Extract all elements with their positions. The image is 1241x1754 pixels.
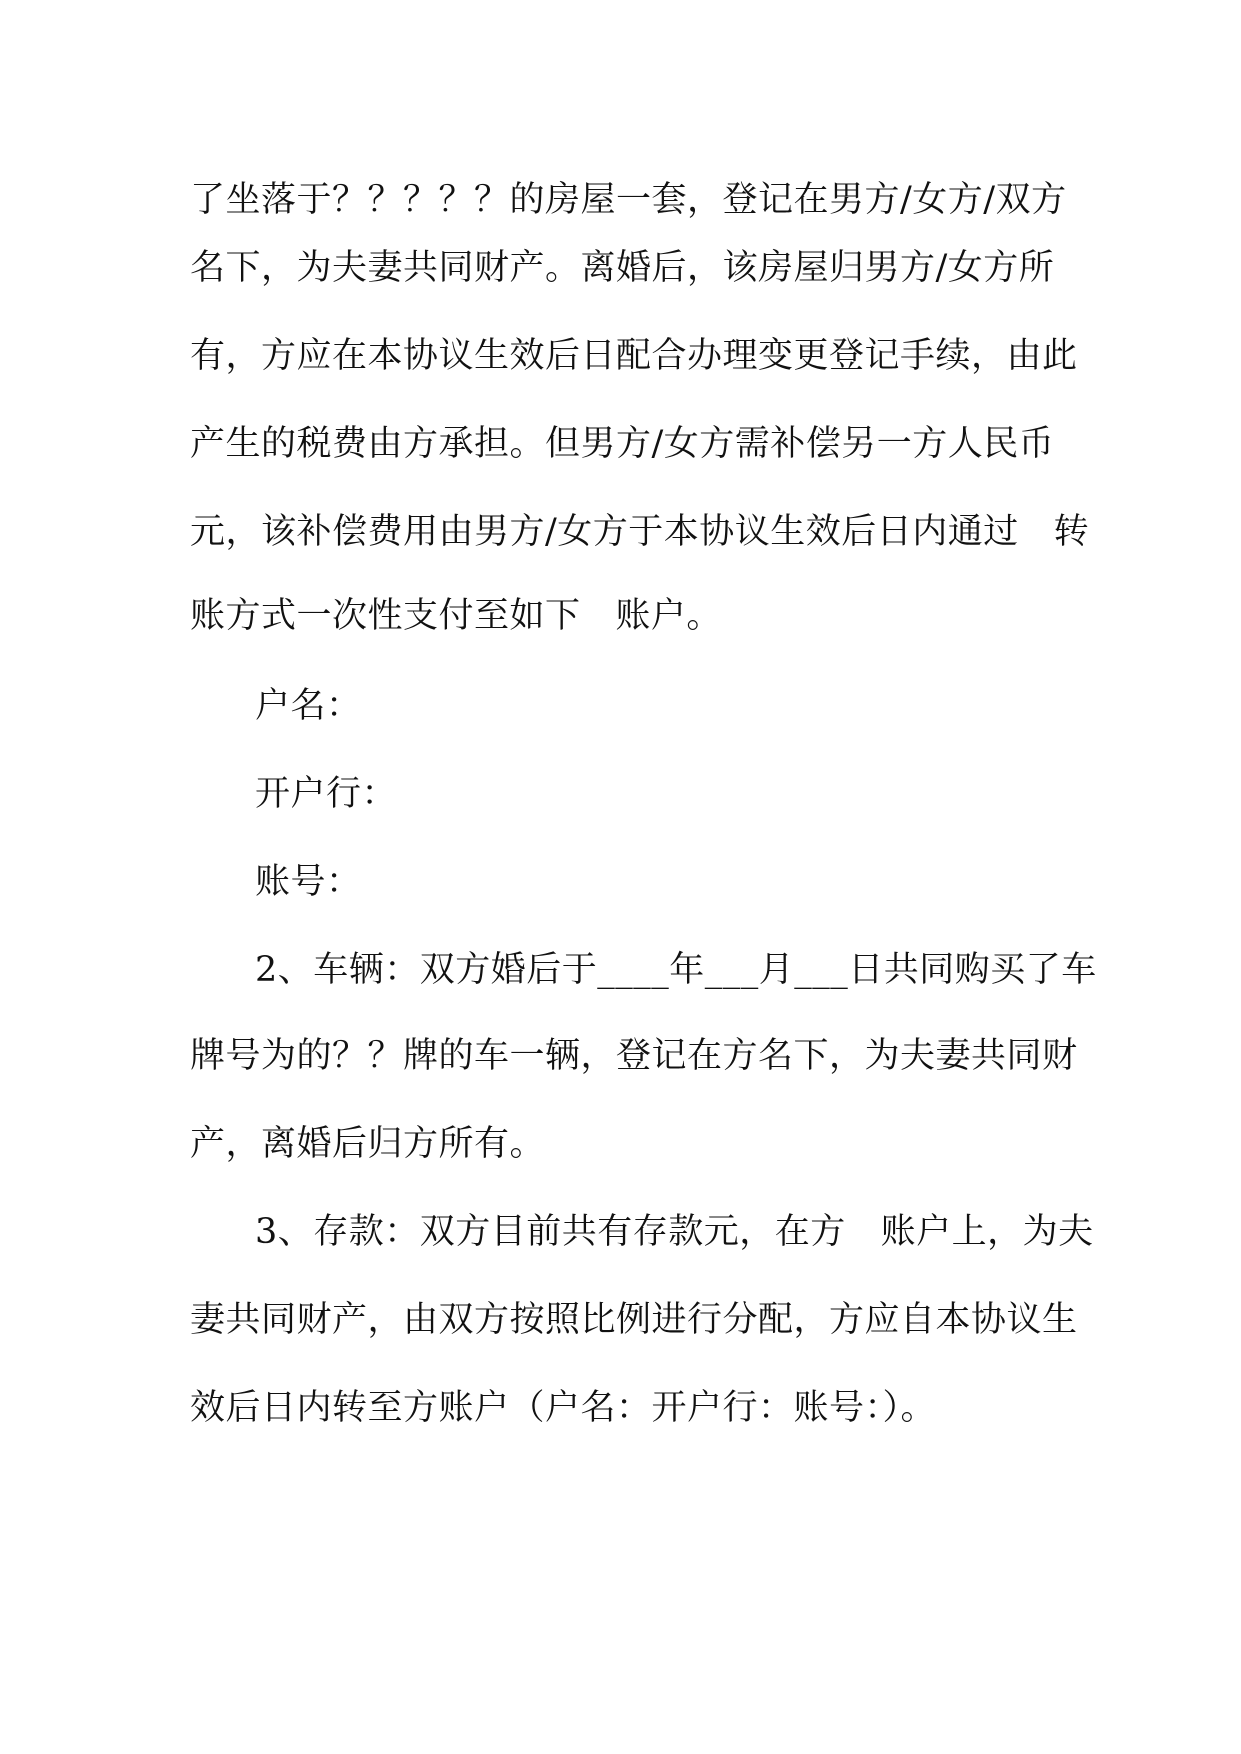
paragraph-line: 有，方应在本协议生效后日配合办理变更登记手续，由此 xyxy=(190,336,1078,376)
paragraph-line: 效后日内转至方账户（户名：开户行：账号：）。 xyxy=(190,1388,937,1428)
bank-label: 开户行： xyxy=(255,774,398,814)
paragraph-line: 了坐落于？？？？？的房屋一套，登记在男方/女方/双方 xyxy=(190,180,1067,220)
vehicle-clause-line: 2、车辆：双方婚后于____年___月___日共同购买了车 xyxy=(255,950,1097,990)
paragraph-line: 妻共同财产，由双方按照比例进行分配，方应自本协议生 xyxy=(190,1300,1078,1340)
paragraph-line: 账方式一次性支付至如下 账户。 xyxy=(190,596,722,636)
paragraph-line: 名下，为夫妻共同财产。离婚后，该房屋归男方/女方所 xyxy=(190,248,1055,288)
paragraph-line: 产生的税费由方承担。但男方/女方需补偿另一方人民币 xyxy=(190,424,1055,464)
paragraph-line: 元，该补偿费用由男方/女方于本协议生效后日内通过 转 xyxy=(190,512,1090,552)
account-name-label: 户名： xyxy=(255,686,362,726)
paragraph-line: 牌号为的？？牌的车一辆，登记在方名下，为夫妻共同财 xyxy=(190,1036,1078,1076)
deposit-clause-line: 3、存款：双方目前共有存款元，在方 账户上，为夫 xyxy=(255,1212,1094,1252)
paragraph-line: 产，离婚后归方所有。 xyxy=(190,1124,546,1164)
account-number-label: 账号： xyxy=(255,862,362,902)
